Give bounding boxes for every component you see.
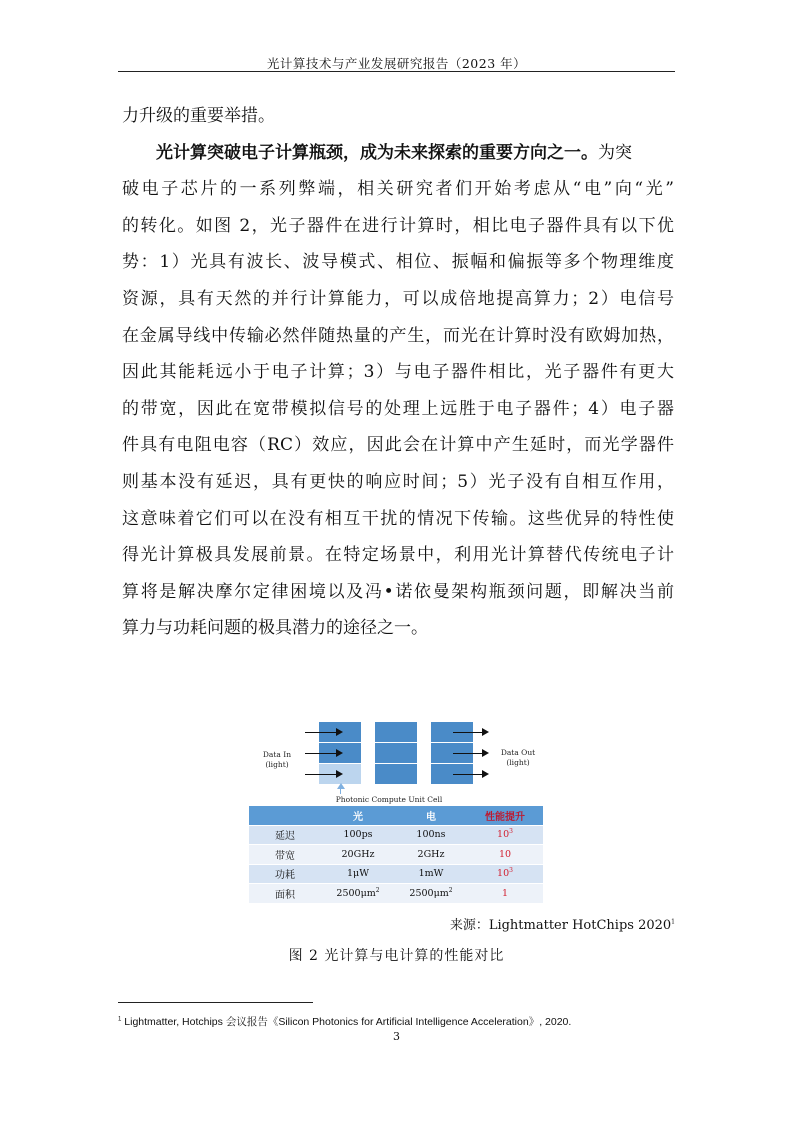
compute-cell xyxy=(375,764,417,784)
text-line: 的转化。如图 2，光子器件在进行计算时，相比电子器件具有以下优 xyxy=(122,215,674,236)
table-cell: 2GHz xyxy=(395,845,467,865)
text-line: 势：1）光具有波长、波导模式、相位、振幅和偏振等多个物理维度 xyxy=(122,252,674,273)
text-line: 算将是解决摩尔定律困境以及冯•诺依曼架构瓶颈问题，即解决当前 xyxy=(122,581,674,602)
input-arrow-icon xyxy=(305,732,341,733)
header-rule xyxy=(118,71,675,72)
input-arrow-icon xyxy=(305,774,341,775)
cell-pointer-arrow-icon xyxy=(340,786,341,794)
gain-value: 10 xyxy=(497,868,510,880)
data-in-text: Data In (light) xyxy=(262,750,292,769)
gain-value: 10 xyxy=(498,848,512,860)
output-arrow-icon xyxy=(453,753,487,754)
text-line xyxy=(122,135,674,172)
bold-lead-sentence: 光计算突破电子计算瓶颈，成为未来探索的重要方向之一。 xyxy=(156,142,598,163)
figure-photonic-vs-electronic xyxy=(249,716,543,906)
footnote-text: Lightmatter, Hotchips 会议报告《Silicon Photonics for Artificial Intelligence Acceleration》, 2020. xyxy=(124,1016,572,1028)
area-value: 2500μm xyxy=(336,887,376,899)
page-number: 3 xyxy=(393,1030,400,1043)
figure-source xyxy=(450,914,675,933)
table-cell: 1mW xyxy=(395,864,467,884)
header-cell: 电 xyxy=(395,806,467,825)
source-text: 来源：Lightmatter HotChips 2020 xyxy=(449,918,672,933)
figure-caption: 图 2 光计算与电计算的性能对比 xyxy=(288,948,505,964)
table-cell: 1μW xyxy=(321,864,395,884)
data-out-label xyxy=(493,748,543,768)
table-cell: 100ps xyxy=(321,825,395,845)
text-line: 算力与功耗问题的极具潜力的途径之一。 xyxy=(122,618,428,639)
table-cell xyxy=(395,884,467,904)
table-cell: 100ns xyxy=(395,825,467,845)
row-label: 带宽 xyxy=(249,845,321,865)
page-header: 光计算技术与产业发展研究报告（2023 年） xyxy=(266,56,527,71)
output-arrow-icon xyxy=(453,774,487,775)
source-footnote-marker: 1 xyxy=(671,918,675,926)
text-line: 这意味着它们可以在没有相互干扰的情况下传输。这些优异的特性使 xyxy=(122,508,674,529)
table-row xyxy=(249,884,543,904)
data-in-label xyxy=(251,750,303,770)
text-line: 因此其能耗远小于电子计算；3）与电子器件相比，光子器件有更大 xyxy=(122,362,674,383)
text-span: 为突 xyxy=(598,142,632,163)
gain-exponent: 3 xyxy=(509,828,513,836)
gain-value: 10 xyxy=(497,829,510,841)
header-cell: 光 xyxy=(321,806,395,825)
table-cell: 20GHz xyxy=(321,845,395,865)
gain-exponent: 3 xyxy=(509,867,513,875)
area-exponent: 2 xyxy=(375,886,380,894)
area-value: 2500μm xyxy=(409,887,449,899)
footnote-rule xyxy=(118,1002,313,1003)
output-arrow-icon xyxy=(453,732,487,733)
row-label: 延迟 xyxy=(249,825,321,845)
table-row xyxy=(249,864,543,884)
header-cell xyxy=(249,806,321,825)
input-arrow-icon xyxy=(305,753,341,754)
table-row xyxy=(249,825,543,845)
footnote xyxy=(118,1014,571,1029)
text-line: 破电子芯片的一系列弊端，相关研究者们开始考虑从“电”向“光” xyxy=(122,179,674,200)
table-header-row xyxy=(249,806,543,825)
unit-cell-label: Photonic Compute Unit Cell xyxy=(335,795,443,804)
text-line: 的带宽，因此在宽带模拟信号的处理上远胜于电子器件；4）电子器 xyxy=(122,398,674,419)
table-cell xyxy=(321,884,395,904)
comparison-table xyxy=(249,806,543,904)
body-text xyxy=(122,98,674,647)
text-line: 则基本没有延迟，具有更快的响应时间；5）光子没有自相互作用， xyxy=(122,471,674,492)
text-line: 资源，具有天然的并行计算能力，可以成倍地提高算力；2）电信号 xyxy=(122,288,674,309)
table-row xyxy=(249,845,543,865)
data-out-text: Data Out (light) xyxy=(500,748,536,767)
footnote-marker: 1 xyxy=(118,1016,122,1023)
table-cell xyxy=(467,825,543,845)
table-cell: 1 xyxy=(467,884,543,904)
header-cell: 性能提升 xyxy=(467,806,543,825)
row-label: 功耗 xyxy=(249,864,321,884)
compute-cell xyxy=(375,722,417,742)
compute-cell xyxy=(375,743,417,763)
area-exponent: 2 xyxy=(448,886,453,894)
text-line: 在金属导线中传输必然伴随热量的产生，而光在计算时没有欧姆加热， xyxy=(122,325,674,346)
row-label: 面积 xyxy=(249,884,321,904)
table-cell xyxy=(467,864,543,884)
text-line: 得光计算极具发展前景。在特定场景中，利用光计算替代传统电子计 xyxy=(122,545,674,566)
text-line: 力升级的重要举措。 xyxy=(122,106,275,126)
table-cell xyxy=(467,845,543,865)
text-line: 件具有电阻电容（RC）效应，因此会在计算中产生延时，而光学器件 xyxy=(122,435,674,456)
